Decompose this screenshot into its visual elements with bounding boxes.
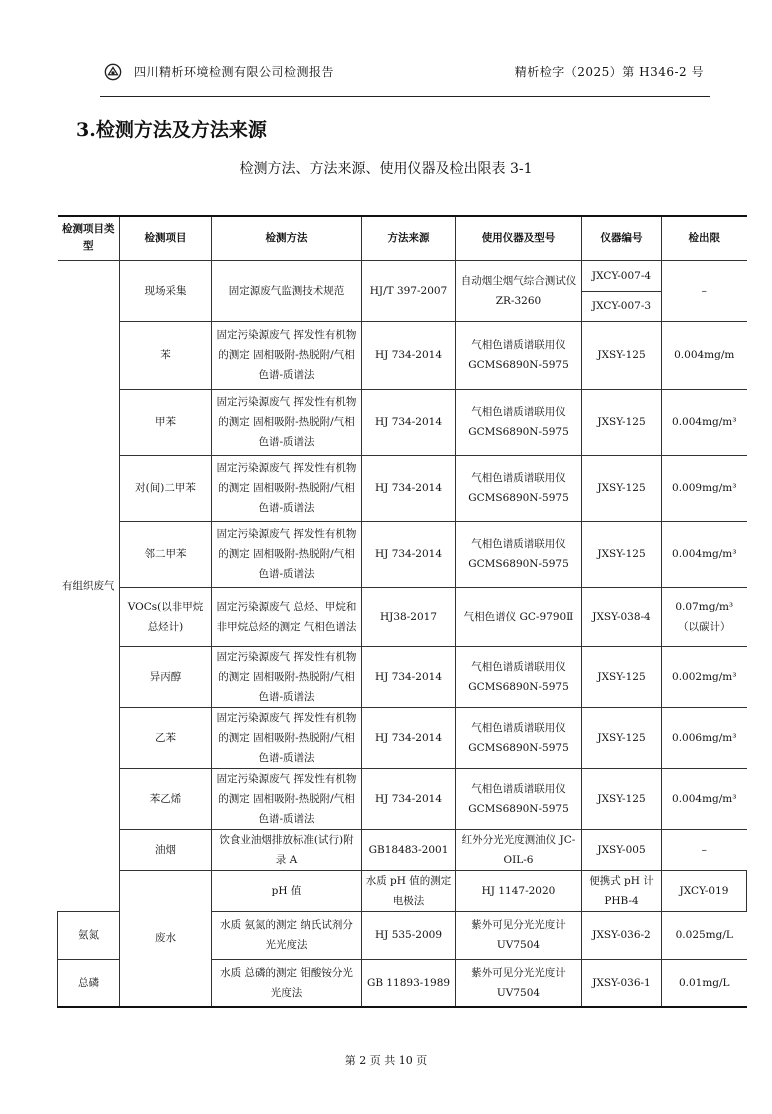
limit-cell: 0.004mg/m³ <box>662 768 747 829</box>
col-header-method: 检测方法 <box>212 216 362 260</box>
instrument-cell: 紫外可见分光光度计 UV7504 <box>456 959 582 1007</box>
item-cell: 总磷 <box>58 959 120 1007</box>
item-cell: 苯 <box>120 321 212 389</box>
report-number: 精析检字（2025）第 H346-2 号 <box>514 65 704 79</box>
item-cell: 乙苯 <box>120 707 212 768</box>
item-cell: 氨氮 <box>58 911 120 959</box>
col-header-source: 方法来源 <box>362 216 456 260</box>
col-header-item: 检测项目 <box>120 216 212 260</box>
number-cell: JXSY-125 <box>582 768 662 829</box>
limit-cell: 0.01mg/L <box>662 959 747 1007</box>
method-cell: 固定污染源废气 挥发性有机物的测定 固相吸附-热脱附/气相色谱-质谱法 <box>212 521 362 587</box>
limit-cell: 0.004mg/m³ <box>662 389 747 455</box>
method-cell: 固定污染源废气 总烃、甲烷和非甲烷总烃的测定 气相色谱法 <box>212 587 362 646</box>
instrument-cell: 气相色谱质谱联用仪 GCMS6890N-5975 <box>456 707 582 768</box>
table-row <box>58 587 747 646</box>
instrument-cell: 气相色谱质谱联用仪 GCMS6890N-5975 <box>456 768 582 829</box>
source-cell: HJ 734-2014 <box>362 768 456 829</box>
item-cell: 苯乙烯 <box>120 768 212 829</box>
company-logo-icon <box>104 63 122 81</box>
instrument-cell: 气相色谱仪 GC-9790Ⅱ <box>456 587 582 646</box>
method-cell: 固定污染源废气 挥发性有机物的测定 固相吸附-热脱附/气相色谱-质谱法 <box>212 707 362 768</box>
instrument-cell: 气相色谱质谱联用仪 GCMS6890N-5975 <box>456 455 582 521</box>
instrument-cell: 紫外可见分光光度计 UV7504 <box>456 911 582 959</box>
table-header-row <box>58 216 747 260</box>
limit-cell: 0.025mg/L <box>662 911 747 959</box>
item-cell: 邻二甲苯 <box>120 521 212 587</box>
methods-table <box>57 215 747 1008</box>
table-row <box>58 521 747 587</box>
source-cell: HJ 734-2014 <box>362 521 456 587</box>
method-cell: 固定源废气监测技术规范 <box>212 260 362 321</box>
method-cell: 固定污染源废气 挥发性有机物的测定 固相吸附-热脱附/气相色谱-质谱法 <box>212 646 362 707</box>
table-row <box>58 768 747 829</box>
number-cell: JXSY-125 <box>582 389 662 455</box>
number-cell: JXSY-125 <box>582 646 662 707</box>
number-cell: JXCY-007-3 <box>582 291 662 321</box>
source-cell: HJ 734-2014 <box>362 389 456 455</box>
source-cell: HJ 734-2014 <box>362 646 456 707</box>
source-cell: GB 11893-1989 <box>362 959 456 1007</box>
item-cell: 现场采集 <box>120 260 212 321</box>
instrument-cell: 气相色谱质谱联用仪 GCMS6890N-5975 <box>456 389 582 455</box>
group-wastewater: 废水 <box>120 870 212 1007</box>
col-header-instrument: 使用仪器及型号 <box>456 216 582 260</box>
table-row <box>58 389 747 455</box>
number-cell: JXSY-125 <box>582 707 662 768</box>
method-cell: 固定污染源废气 挥发性有机物的测定 固相吸附-热脱附/气相色谱-质谱法 <box>212 768 362 829</box>
page-header <box>100 60 710 97</box>
method-cell: 固定污染源废气 挥发性有机物的测定 固相吸附-热脱附/气相色谱-质谱法 <box>212 389 362 455</box>
number-cell: JXSY-125 <box>582 455 662 521</box>
limit-cell: 0.009mg/m³ <box>662 455 747 521</box>
number-cell: JXSY-005 <box>582 829 662 870</box>
instrument-cell: 红外分光光度测油仪 JC-OIL-6 <box>456 829 582 870</box>
table-row <box>58 321 747 389</box>
group-organized-gas: 有组织废气 <box>58 260 120 911</box>
limit-cell: 0.002mg/m³ <box>662 646 747 707</box>
method-cell: 饮食业油烟排放标准(试行)附录 A <box>212 829 362 870</box>
col-header-number: 仪器编号 <box>582 216 662 260</box>
instrument-cell: 自动烟尘烟气综合测试仪 ZR-3260 <box>456 260 582 321</box>
instrument-cell: 气相色谱质谱联用仪 GCMS6890N-5975 <box>456 521 582 587</box>
number-cell: JXSY-125 <box>582 521 662 587</box>
limit-cell: – <box>662 260 747 321</box>
method-cell: 水质 总磷的测定 钼酸铵分光光度法 <box>212 959 362 1007</box>
number-cell: JXSY-038-4 <box>582 587 662 646</box>
instrument-cell: 气相色谱质谱联用仪 GCMS6890N-5975 <box>456 646 582 707</box>
number-cell: JXCY-019 <box>662 870 747 911</box>
limit-cell: 0.07mg/m³（以碳计） <box>662 587 747 646</box>
page-footer: 第 2 页 共 10 页 <box>344 1054 428 1067</box>
source-cell: HJ38-2017 <box>362 587 456 646</box>
instrument-cell: 便携式 pH 计 PHB-4 <box>582 870 662 911</box>
number-cell: JXCY-007-4 <box>582 260 662 291</box>
table-row <box>58 829 747 870</box>
limit-cell: – <box>662 829 747 870</box>
method-cell: 水质 氨氮的测定 纳氏试剂分光光度法 <box>212 911 362 959</box>
instrument-cell: 气相色谱质谱联用仪 GCMS6890N-5975 <box>456 321 582 389</box>
source-cell: HJ 734-2014 <box>362 455 456 521</box>
limit-cell: 0.006mg/m³ <box>662 707 747 768</box>
table-title: 检测方法、方法来源、使用仪器及检出限表 3-1 <box>239 161 533 177</box>
col-header-limit: 检出限 <box>662 216 747 260</box>
item-cell: 对(间)二甲苯 <box>120 455 212 521</box>
limit-cell: 0.004mg/m <box>662 321 747 389</box>
col-header-type: 检测项目类型 <box>58 216 120 260</box>
method-cell: 固定污染源废气 挥发性有机物的测定 固相吸附-热脱附/气相色谱-质谱法 <box>212 321 362 389</box>
limit-cell: 0.004mg/m³ <box>662 521 747 587</box>
source-cell: HJ 535-2009 <box>362 911 456 959</box>
item-cell: 油烟 <box>120 829 212 870</box>
source-cell: GB18483-2001 <box>362 829 456 870</box>
number-cell: JXSY-125 <box>582 321 662 389</box>
number-cell: JXSY-036-2 <box>582 911 662 959</box>
company-name: 四川精析环境检测有限公司检测报告 <box>134 65 335 79</box>
table-row <box>58 260 747 291</box>
item-cell: pH 值 <box>212 870 362 911</box>
table-row <box>58 870 747 911</box>
number-cell: JXSY-036-1 <box>582 959 662 1007</box>
item-cell: VOCs(以非甲烷总烃计) <box>120 587 212 646</box>
table-row <box>58 455 747 521</box>
table-row <box>58 646 747 707</box>
section-title: 3.检测方法及方法来源 <box>76 119 267 141</box>
source-cell: HJ 1147-2020 <box>456 870 582 911</box>
source-cell: HJ 734-2014 <box>362 321 456 389</box>
item-cell: 甲苯 <box>120 389 212 455</box>
source-cell: HJ/T 397-2007 <box>362 260 456 321</box>
item-cell: 异丙醇 <box>120 646 212 707</box>
method-cell: 水质 pH 值的测定 电极法 <box>362 870 456 911</box>
table-row <box>58 707 747 768</box>
source-cell: HJ 734-2014 <box>362 707 456 768</box>
method-cell: 固定污染源废气 挥发性有机物的测定 固相吸附-热脱附/气相色谱-质谱法 <box>212 455 362 521</box>
